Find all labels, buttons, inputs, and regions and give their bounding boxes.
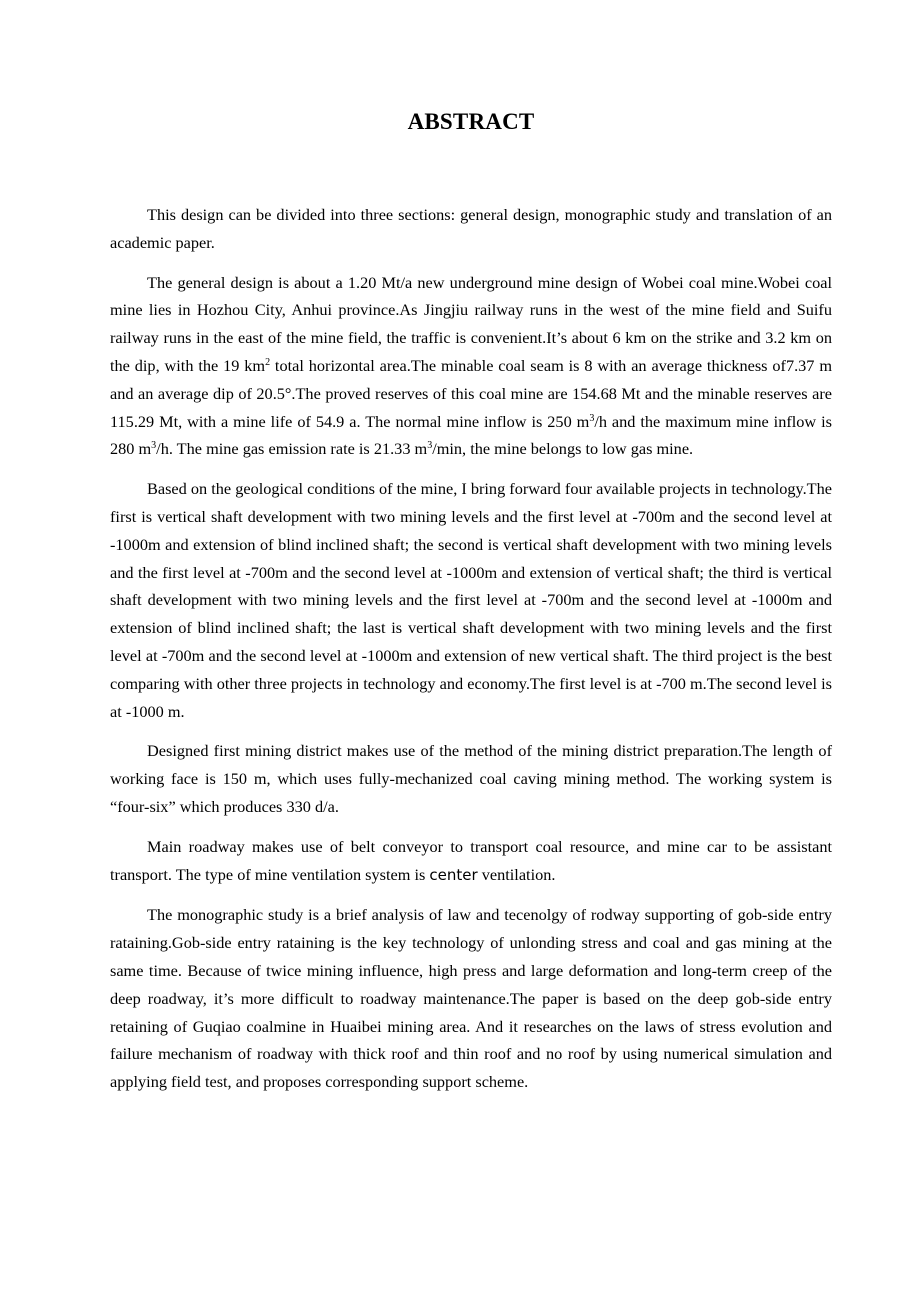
paragraph-monographic-study: The monographic study is a brief analysis of law and tecenolgy of rodway supporting of gob-side entry rataining.Gob-side entry rataining is the key technology of unlonding stress and coal and gas mining at the same time. Because of twice mining influence, high press and large deformation and long-term creep of the deep roadway, it’s more difficult to roadway maintenance.The paper is based on the deep gob-side entry retaining of Guqiao coalmine in Huaibei mining area. And it researches on the laws of stress evolution and failure mechanism of roadway with thick roof and thin roof and no roof by using numerical simulation and applying field test, and proposes corresponding support scheme. — [110, 905, 832, 1092]
text-segment: Main roadway makes use of belt conveyor to transport coal resource, and mine car to be assistant transport. The type of mine ventilation system is — [110, 836, 832, 884]
center-word: center — [429, 865, 478, 884]
paragraph-projects: Based on the geological conditions of the mine, I bring forward four available projects in technology.The first is vertical shaft development with two mining levels and the first level at -700m and the second level at -1000m and extension of blind inclined shaft; the second is vertical shaft development with two mining levels and the first level at -700m and the second level at -1000m and extension of vertical shaft; the third is vertical shaft development with two mining levels and the first level at -700m and the second level at -1000m and extension of blind inclined shaft; the last is vertical shaft development with two mining levels and the first level at -700m and the second level at -1000m and extension of new vertical shaft. The third project is the best comparing with other three projects in technology and economy.The first level is at -700 m.The second level is at -1000 m. — [110, 479, 832, 721]
superscript: 2 — [265, 356, 271, 368]
text-segment: /h. The mine gas emission rate is 21.33 m — [156, 439, 428, 459]
abstract-body — [110, 201, 832, 1096]
paragraph-transport — [110, 833, 832, 890]
paragraph-general-design — [110, 269, 832, 464]
text-segment: /h and the maximum mine inflow is 280 m — [110, 411, 832, 459]
superscript: 3 — [427, 440, 433, 452]
text-segment: total horizontal area.The minable coal seam is 8 with an average thickness of7.37 m and an average dip of 20.5°.The proved reserves of this coal mine are 154.68 Mt and the minable reserves are 115.29 Mt, with a mine life of 54.9 a. The normal mine inflow is 250 m — [110, 355, 832, 431]
text-segment: ventilation. — [477, 864, 556, 884]
superscript: 3 — [151, 440, 157, 452]
paragraph-sections: This design can be divided into three sections: general design, monographic study and translation of an academic paper. — [110, 205, 832, 252]
text-segment: /min, the mine belongs to low gas mine. — [432, 439, 694, 459]
text-segment: The general design is about a 1.20 Mt/a new underground mine design of Wobei coal mine.Wobei coal mine lies in Hozhou City, Anhui province.As Jingjiu railway runs in the west of the mine field and Suifu railway runs in the east of the mine field, the traffic is convenient.It’s about 6 km on the strike and 3.2 km on the dip, with the 19 km — [110, 272, 832, 375]
abstract-title: ABSTRACT — [407, 109, 535, 134]
superscript: 3 — [589, 412, 595, 424]
paragraph-mining-district: Designed first mining district makes use of the method of the mining district preparation.The length of working face is 150 m, which uses fully-mechanized coal caving mining method. The working system is “four-six” which produces 330 d/a. — [110, 741, 832, 816]
